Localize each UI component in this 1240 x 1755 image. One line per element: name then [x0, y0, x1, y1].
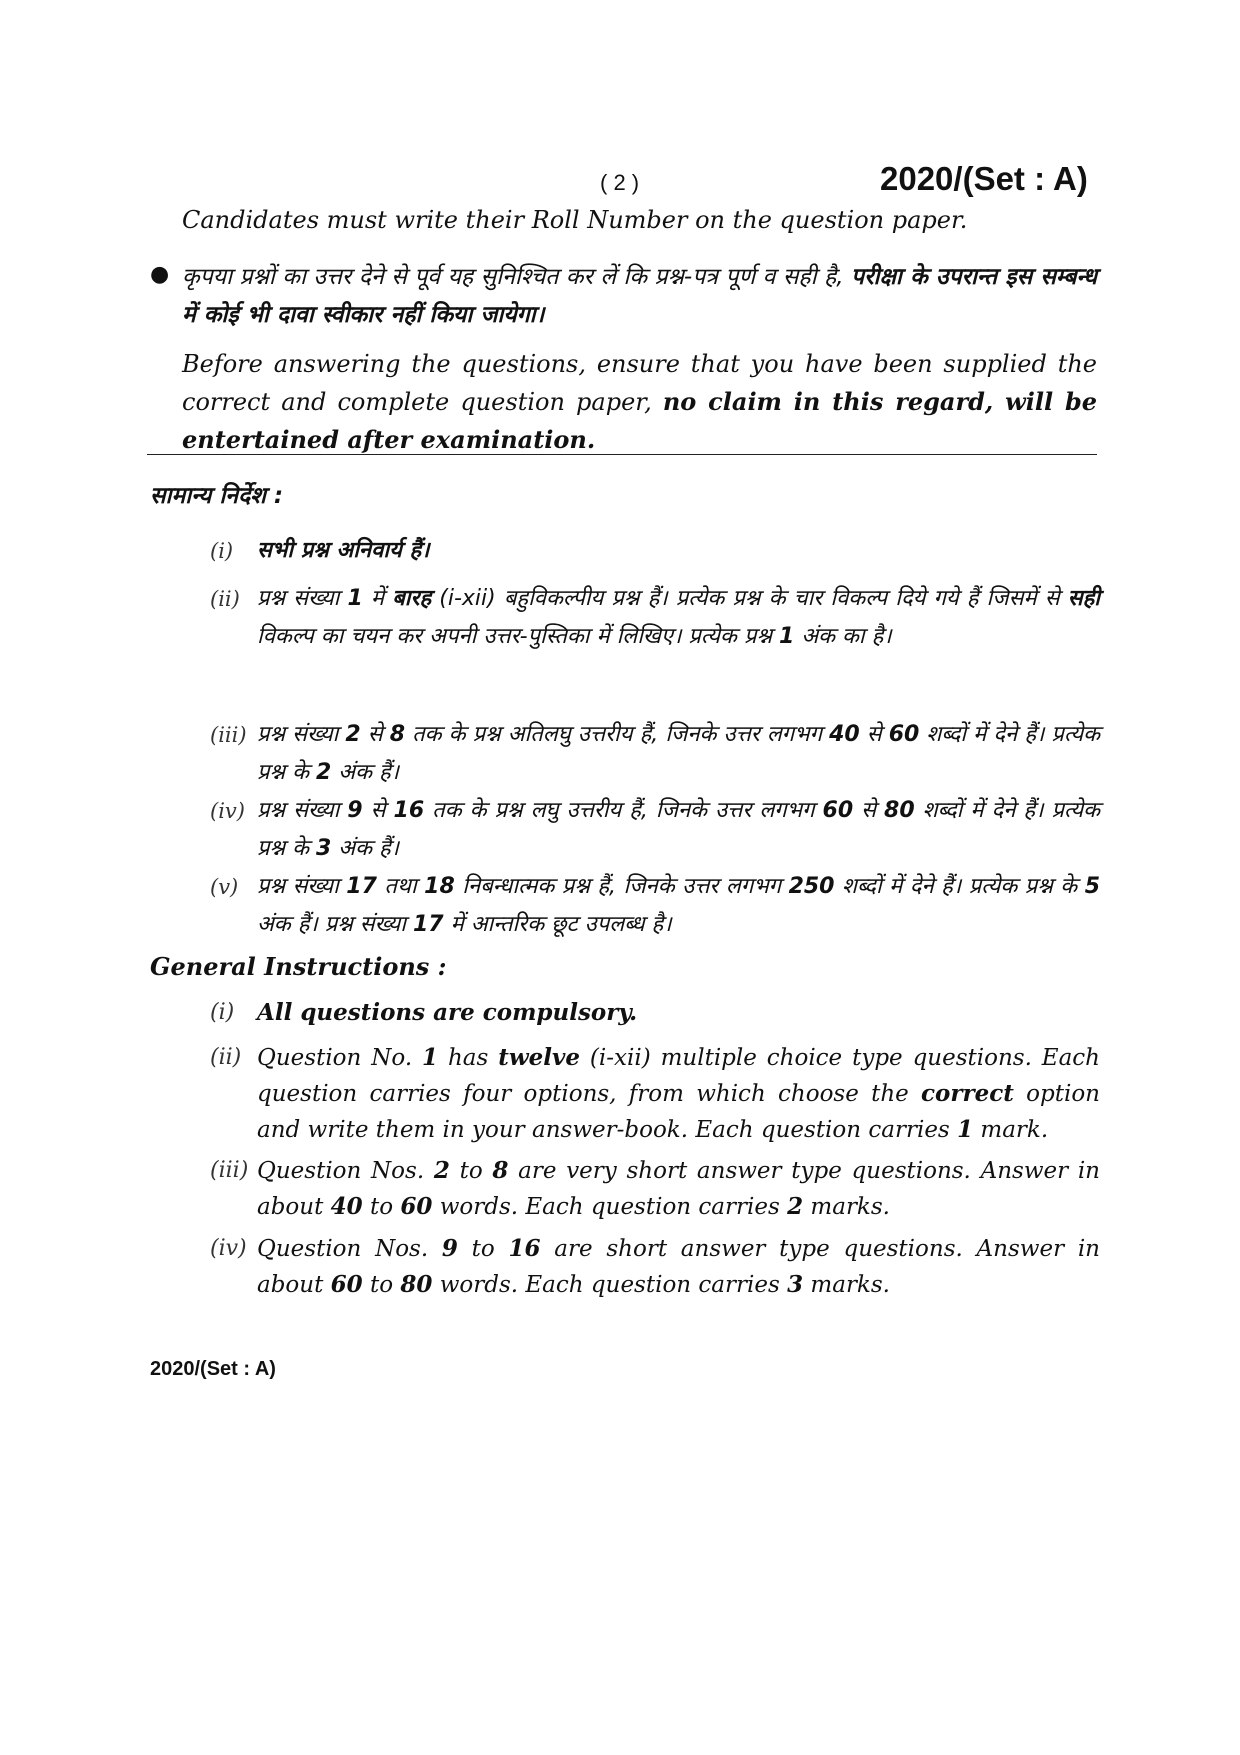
text-fragment: अंक हैं।	[331, 836, 399, 861]
bold-fragment: 2	[315, 760, 332, 785]
item-number: (v)	[210, 875, 239, 899]
text-fragment: अंक हैं।	[331, 760, 399, 785]
text-fragment: Question No.	[257, 1045, 423, 1071]
text-fragment: निबन्धात्मक प्रश्न हैं, जिनके उत्तर लगभग	[454, 874, 789, 899]
text-fragment: प्रश्न संख्या	[257, 586, 348, 611]
hindi-instructions-item	[210, 580, 1100, 656]
item-number: (ii)	[210, 587, 240, 611]
bold-fragment: बारह	[392, 586, 432, 611]
text-fragment: शब्दों में देने हैं। प्रत्येक प्रश्न के	[257, 722, 1100, 785]
bold-fragment: 16	[393, 798, 425, 823]
text-fragment: to	[362, 1272, 401, 1298]
bold-fragment: 17	[412, 912, 444, 937]
english-notice-text: Before answering the questions, ensure that you have been supplied the correct and complete question paper,	[182, 350, 1097, 416]
page-number: ( 2 )	[600, 170, 640, 195]
bold-fragment: 1	[957, 1116, 974, 1143]
text-fragment: to	[457, 1236, 509, 1262]
text-fragment: अंक का है।	[794, 624, 892, 649]
bold-fragment: 2	[787, 1193, 804, 1220]
hindi-instructions-item	[210, 868, 1100, 944]
english-instructions-item	[210, 1153, 1100, 1225]
item-number: (i)	[210, 1000, 235, 1025]
english-instructions-item	[210, 995, 1100, 1031]
bold-fragment: 60	[822, 798, 854, 823]
item-number: (i)	[210, 539, 234, 563]
bold-fragment: 16	[508, 1235, 541, 1262]
bold-fragment: 1	[422, 1044, 439, 1071]
english-instructions-heading: General Instructions :	[150, 952, 447, 981]
hindi-instructions-item	[210, 716, 1100, 792]
text-fragment: are very short answer type questions. Answer in about	[257, 1158, 1100, 1220]
text-fragment: (i-xii) बहुविकल्पीय प्रश्न हैं। प्रत्येक प्रश्न के चार विकल्प दिये गये हैं जिसमें से	[431, 586, 1068, 611]
item-number: (ii)	[210, 1045, 242, 1070]
text-fragment: Question Nos.	[257, 1158, 434, 1184]
bold-fragment: 8	[389, 722, 406, 747]
text-fragment: प्रश्न संख्या	[257, 874, 347, 899]
set-code-footer: 2020/(Set : A)	[150, 1358, 276, 1380]
text-fragment: to	[449, 1158, 493, 1184]
bold-fragment: सही	[1067, 586, 1100, 611]
text-fragment: option and write them in your answer-book. Each question carries	[257, 1081, 1100, 1143]
bold-fragment: 2	[433, 1157, 450, 1184]
bold-fragment: 60	[400, 1193, 433, 1220]
bold-fragment: 18	[424, 874, 455, 899]
english-notice	[182, 345, 1097, 459]
item-number: (iv)	[210, 1236, 247, 1261]
text-fragment: से	[362, 798, 394, 823]
bold-fragment: 1	[779, 624, 795, 649]
bold-fragment: 17	[346, 874, 377, 899]
text-fragment: marks.	[803, 1194, 890, 1220]
set-code-header: 2020/(Set : A)	[880, 160, 1088, 197]
item-text	[257, 868, 1100, 944]
text-fragment: marks.	[803, 1272, 890, 1298]
hindi-notice-bold: परीक्षा के उपरान्त इस सम्बन्ध में कोई भी दावा स्वीकार नहीं किया जायेगा।	[182, 264, 1097, 328]
bold-fragment: All questions are compulsory.	[257, 999, 638, 1026]
text-fragment: Question Nos.	[257, 1236, 442, 1262]
item-text	[257, 716, 1100, 792]
text-fragment: प्रश्न संख्या	[257, 722, 346, 747]
bold-fragment: 8	[492, 1157, 509, 1184]
bold-fragment: 9	[441, 1235, 458, 1262]
bold-fragment: 80	[400, 1271, 433, 1298]
text-fragment: प्रश्न संख्या	[257, 798, 348, 823]
bold-fragment: 250	[788, 874, 835, 899]
item-number: (iii)	[210, 1158, 249, 1183]
bold-fragment: 3	[787, 1271, 804, 1298]
bold-fragment: 9	[347, 798, 363, 823]
hindi-notice-text: कृपया प्रश्नों का उत्तर देने से पूर्व यह सुनिश्चित कर लें कि प्रश्न-पत्र पूर्ण व सही है,	[182, 264, 852, 290]
english-notice-bold: no claim in this regard, will be entertained after examination.	[182, 387, 1098, 454]
text-fragment: तथा	[376, 874, 425, 899]
hindi-instructions-item	[210, 532, 1100, 570]
item-text	[257, 532, 1100, 570]
text-fragment: शब्दों में देने हैं। प्रत्येक प्रश्न के	[257, 798, 1101, 861]
text-fragment: mark.	[973, 1117, 1049, 1143]
item-text	[257, 792, 1100, 868]
english-instructions-item	[210, 1231, 1100, 1303]
bold-fragment: twelve	[498, 1044, 581, 1071]
item-text	[257, 1040, 1100, 1148]
text-fragment: से	[853, 798, 885, 823]
bold-fragment: 2	[345, 722, 361, 747]
bold-fragment: 60	[888, 722, 920, 747]
text-fragment: से	[859, 722, 889, 747]
roll-number-note: Candidates must write their Roll Number on the question paper.	[182, 206, 968, 234]
bold-fragment: सभी प्रश्न अनिवार्य हैं।	[257, 538, 430, 563]
divider	[147, 454, 1097, 455]
text-fragment: तक के प्रश्न लघु उत्तरीय हैं, जिनके उत्तर लगभग	[424, 798, 823, 823]
text-fragment: से	[360, 722, 390, 747]
bold-fragment: correct	[921, 1080, 1014, 1107]
hindi-notice	[182, 258, 1097, 334]
text-fragment: words. Each question carries	[432, 1272, 788, 1298]
text-fragment: are short answer type questions. Answer in about	[257, 1236, 1100, 1298]
bold-fragment: 3	[315, 836, 332, 861]
text-fragment: तक के प्रश्न अतिलघु उत्तरीय हैं, जिनके उत्तर लगभग	[405, 722, 830, 747]
text-fragment: (i-xii) multiple choice type questions. Each question carries four options, from which choose the	[257, 1045, 1100, 1107]
item-text	[257, 1231, 1100, 1303]
item-text	[257, 580, 1100, 656]
item-number: (iv)	[210, 799, 245, 823]
bold-fragment: 60	[330, 1271, 363, 1298]
hindi-instructions-item	[210, 792, 1100, 868]
item-text	[257, 995, 1100, 1031]
text-fragment: विकल्प का चयन कर अपनी उत्तर-पुस्तिका में लिखिए। प्रत्येक प्रश्न	[257, 624, 780, 649]
text-fragment: to	[362, 1194, 401, 1220]
bold-fragment: 40	[829, 722, 860, 747]
text-fragment: words. Each question carries	[432, 1194, 788, 1220]
bold-fragment: 1	[347, 586, 363, 611]
text-fragment: has	[438, 1045, 499, 1071]
hindi-instructions-heading: सामान्य निर्देश :	[150, 483, 284, 509]
text-fragment: में आन्तरिक छूट उपलब्ध है।	[443, 912, 672, 937]
bullet-icon: ●	[150, 262, 170, 287]
english-instructions-item	[210, 1040, 1100, 1148]
text-fragment: शब्दों में देने हैं। प्रत्येक प्रश्न के	[834, 874, 1085, 899]
item-text	[257, 1153, 1100, 1225]
bold-fragment: 5	[1084, 874, 1101, 899]
bold-fragment: 40	[330, 1193, 363, 1220]
text-fragment: में	[362, 586, 393, 611]
item-number: (iii)	[210, 723, 247, 747]
bold-fragment: 80	[884, 798, 915, 823]
text-fragment: अंक हैं। प्रश्न संख्या	[257, 912, 413, 937]
